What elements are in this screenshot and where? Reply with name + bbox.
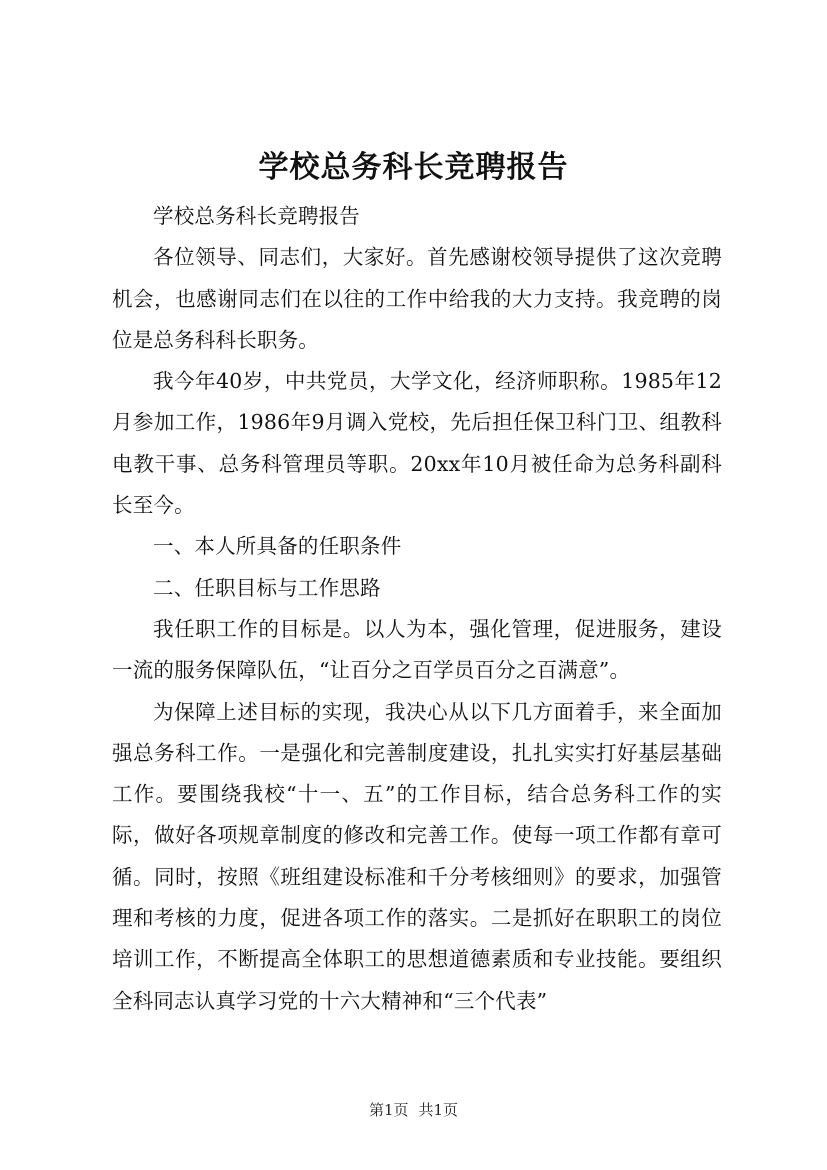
- document-title: 学校总务科长竞聘报告: [258, 150, 569, 185]
- page-footer: [0, 1099, 827, 1121]
- page-number: 第1页: [368, 1101, 409, 1119]
- document-body: [112, 196, 722, 1022]
- section-heading: 一、本人所具备的任职条件: [153, 534, 402, 559]
- body-paragraph: 我今年40岁，中共党员，大学文化，经济师职称。1985年12月参加工作，1986年9月调入党校，先后担任保卫科门卫、组教科电教干事、总务科管理员等职。20xx年10月被任命为总务科副科长至今。: [112, 369, 722, 518]
- page-total: 共1页: [418, 1101, 459, 1119]
- body-paragraph: 为保障上述目标的实现，我决心从以下几方面着手，来全面加强总务科工作。一是强化和完善制度建设，扎扎实实打好基层基础工作。要围绕我校“十一、五”的工作目标，结合总务科工作的实际，做好各项规章制度的修改和完善工作。使每一项工作都有章可循。同时，按照《班组建设标准和千分考核细则》的要求，加强管理和考核的力度，促进各项工作的落实。二是抓好在职职工的岗位培训工作，不断提高全体职工的思想道德素质和专业技能。要组织全科同志认真学习党的十六大精神和“三个代表”: [112, 699, 722, 1013]
- body-paragraph: 各位领导、同志们，大家好。首先感谢校领导提供了这次竞聘机会，也感谢同志们在以往的工作中给我的大力支持。我竞聘的岗位是总务科科长职务。: [112, 245, 722, 352]
- body-paragraph: 我任职工作的目标是。以人为本，强化管理，促进服务，建设一流的服务保障队伍，“让百分之百学员百分之百满意”。: [112, 616, 722, 683]
- section-heading: 二、任职目标与工作思路: [153, 575, 381, 600]
- body-paragraph: 学校总务科长竞聘报告: [153, 204, 360, 228]
